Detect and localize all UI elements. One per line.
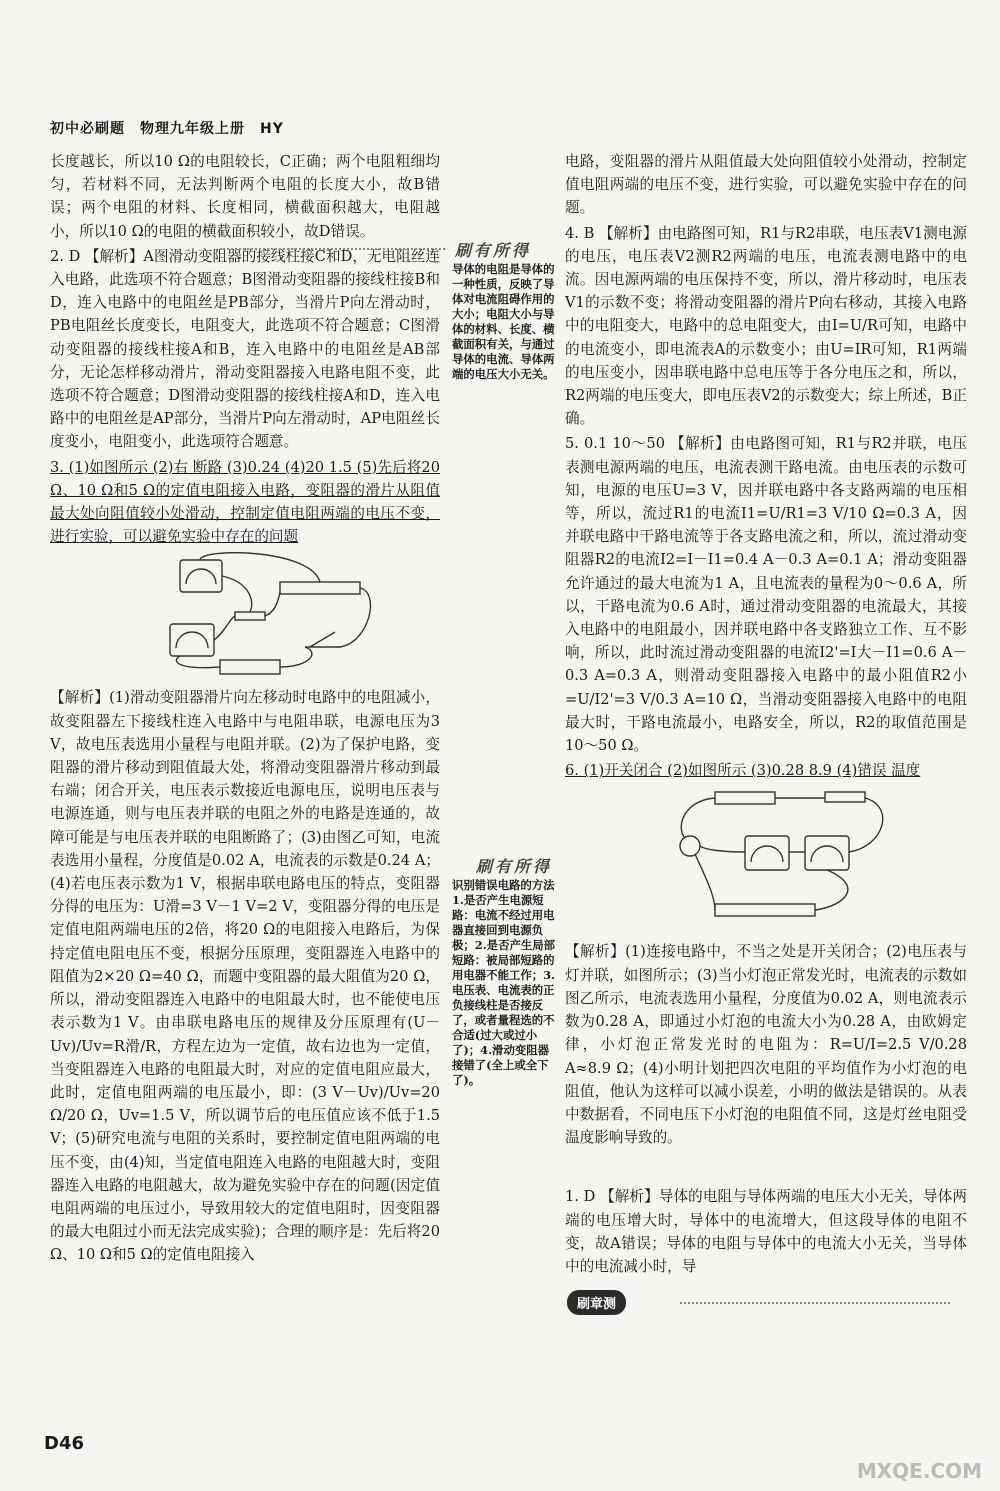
voltmeter-icon — [805, 836, 849, 870]
circuit-figure-3 — [50, 552, 440, 682]
para-continued-right: 电路，变阻器的滑片从阻值最大处向阻值较小处滑动，控制定值电阻两端的电压不变，进行实验，可以避免实验中存在的问题。 — [565, 153, 967, 217]
note-title-1: 刷有所得 — [455, 241, 532, 260]
circuit-figure-6 — [565, 786, 967, 936]
running-header: 初中必刷题 物理九年级上册 HY — [50, 121, 284, 137]
margin-note-1: 导体的电阻是导体的一种性质，反映了导体对电流阻碍作用的大小；电阻大小与导体的材料、长度、横截面积有关，与通过导体的电流、导体两端的电压大小无关。 — [452, 262, 555, 381]
battery-icon — [220, 660, 280, 674]
chapter-test-label: 刷章测 — [567, 1290, 626, 1315]
voltmeter-icon — [180, 560, 222, 592]
battery-icon — [715, 792, 775, 804]
page-number: D46 — [44, 1433, 84, 1454]
bulb-icon — [680, 836, 700, 856]
rheostat-icon — [715, 904, 815, 916]
para-continued: 长度越长，所以10 Ω的电阻较长，C正确；两个电阻粗细均匀，若材料不同，无法判断两个电阻的长度大小，故B错误；两个电阻的材料、长度相同，横截面积越大，电阻越小，所以10 Ω的电阻的横截面积较小，故D错误。 — [50, 153, 440, 240]
answer-2: 2. D 【解析】A图滑动变阻器的接线柱接C和D，无电阻丝连入电路，此选项不符合题意；B图滑动变阻器的接线柱接B和D，连入电路中的电阻丝是PB部分，当滑片P向左滑动时，PB电阻丝长度变长，电阻变大，此选项不符合题意；C图滑动变阻器的接线柱接A和B，连入电路中的电阻丝是AB部分，无论怎样移动滑片，滑动变阻器接入电路电阻不变，此选项不符合题意；D图滑动变阻器的接线柱接A和D，连入电路中的电阻丝是AP部分，当滑片P向左滑动时，AP电阻丝长度变小，电阻变小，此选项符合题意。 — [50, 247, 440, 451]
chapter-answer-1: 1. D 【解析】导体的电阻与导体两端的电压大小无关，导体两端的电压增大时，导体中的电流增大，但这段导体的电阻不变，故A错误；导体的电阻与导体中的电流大小无关，当导体中的电流减小时，导 — [565, 1188, 967, 1275]
switch-icon — [825, 792, 865, 802]
note-title-2: 刷有所得 — [476, 857, 553, 876]
chapter-test-badge — [567, 1290, 626, 1315]
margin-note-2: 识别错误电路的方法 1.是否产生电源短路：电流不经过用电器直接回到电源负极；2.是否产生局部短路：被局部短路的用电器不能工作；3.电压表、电流表的正负接线柱是否接反了，或者量程选的不合适(过大或过小了)；4.滑动变阻器接错了(全上或全下了)。 — [452, 878, 556, 1087]
switch-icon — [305, 632, 340, 647]
ammeter-icon — [745, 836, 789, 870]
rheostat-icon — [280, 582, 360, 594]
divider-dots-1 — [220, 248, 445, 250]
analysis-6: 【解析】(1)连接电路中，不当之处是开关闭合；(2)电压表与灯并联，如图所示；(3)当小灯泡正常发光时，电流表的示数如图乙所示，电流表选用小量程，分度值为0.02 A，则电流表示数为0.28 A，即通过小灯泡的电流大小为0.28 A，由欧姆定律，小灯泡正常发光时的电阻为：R=U/I=2.5 V/0.28 A≈8.9 Ω；(4)小明计划把四次电阻的平均值作为小灯泡的电阻值，他认为这样可以减小误差，小明的做法是错误的。从表中数据看，不同电压下小灯泡的电阻值不同，这是灯丝电阻受温度影响导致的。 — [565, 943, 967, 1147]
answer-3: 3. (1)如图所示 (2)右 断路 (3)0.24 (4)20 1.5 (5)先后将20 Ω、10 Ω和5 Ω的定值电阻接入电路，变阻器的滑片从阻值最大处向阻值较小处滑动，控制定值电阻两端的电压不变，进行实验，可以避免实验中存在的问题 — [50, 458, 440, 546]
divider-dots-2 — [680, 1302, 950, 1304]
answer-4: 4. B 【解析】由电路图可知，R1与R2串联，电压表V1测电源的电压，电压表V2测R2两端的电压，电流表测电路中的电流。因电源两端的电压保持不变，所以，滑片移动时，电压表V1的示数不变；将滑动变阻器的滑片P向右移动，其接入电路中的电阻变大，电路中的总电阻变大，由I=U/R可知，电路中的电流变小，即电流表A的示数变小；由U=IR可知，R1两端的电压变小，因串联电路中总电压等于各分电压之和，所以，R2两端的电压变大，即电压表V2的示数变大；综上所述，B正确。 — [565, 224, 967, 428]
ammeter-icon — [170, 624, 214, 656]
left-column — [50, 150, 440, 1269]
answer-6: 6. (1)开关闭合 (2)如图所示 (3)0.28 8.9 (4)错误 温度 — [565, 762, 921, 780]
right-column — [565, 150, 967, 1280]
watermark: MXQE.COM — [856, 1459, 982, 1483]
analysis-3: 【解析】(1)滑动变阻器滑片向左移动时电路中的电阻减小，故变阻器左下接线柱连入电路中与电阻串联，电源电压为3 V，故电压表选用小量程与电阻并联。(2)为了保护电路，变阻器的滑片移动到阻值最大处，将滑动变阻器滑片移动到最右端；闭合开关，电压表示数接近电源电压，说明电压表与电源连通，则与电压表并联的电阻之外的电路是连通的，故障可能是与电压表并联的电阻断路了；(3)由图乙可知，电流表选用小量程，分度值是0.02 A，电流表的示数是0.24 A；(4)若电压表示数为1 V，根据串联电路电压的特点，变阻器分得的电压为：U滑=3 V－1 V=2 V，变阻器分得的电压是定值电阻两端电压的2倍，将20 Ω的电阻接入电路后，为保持定值电阻电压不变，根据分压原理，变阻器连入电路中的阻值为2×20 Ω=40 Ω，而题中变阻器的最大阻值为20 Ω，所以，滑动变阻器连入电路中的电阻最大时，也不能使电压表示数为1 V。由串联电路电压的规律及分压原理有(U－Uv)/Uv=R滑/R，方程左边为一定值，故右边也为一定值，当变阻器连入电路的电阻最大时，对应的定值电阻应最大，此时，定值电阻两端的电压最小，即：(3 V－Uv)/Uv=20 Ω/20 Ω，Uv=1.5 V，所以调节后的电压值应该不低于1.5 V；(5)研究电流与电阻的关系时，要控制定值电阻两端的电压不变，由(4)知，当定值电阻连入电路的电阻越大时，变阻器连入电路的电阻越大，故为避免实验中存在的问题(因定值电阻两端的电压过小，导致用较大的定值电阻时，因变阻器的最大电阻过小而无法完成实验)；合理的顺序是：先后将20 Ω、10 Ω和5 Ω的定值电阻接入 — [50, 689, 440, 1264]
answer-5: 5. 0.1 10～50 【解析】由电路图可知，R1与R2并联，电压表测电源两端的电压，电流表测干路电流。由电压表的示数可知，电源的电压U=3 V，因并联电路中各支路两端的电压相等，所以，流过R1的电流I1=U/R1=3 V/10 Ω=0.3 A，因并联电路中干路电流等于各支路电流之和，所以，流过滑动变阻器R2的电流I2=I－I1=0.4 A－0.3 A=0.1 A；滑动变阻器允许通过的最大电流为1 A，且电流表的量程为0～0.6 A，所以，干路电流为0.6 A时，通过滑动变阻器的电流最大，其接入电路中的电阻最小，因并联电路中各支路独立工作、互不影响，所以，此时流过滑动变阻器的电流I2'=I大－I1=0.6 A－0.3 A=0.3 A，则滑动变阻器接入电路中的最小阻值R2小=U/I2'=3 V/0.3 A=10 Ω，当滑动变阻器接入电路中的电阻最大时，干路电流最小，电路安全，所以，R2的取值范围是10～50 Ω。 — [565, 435, 967, 755]
resistor-icon — [235, 612, 265, 620]
